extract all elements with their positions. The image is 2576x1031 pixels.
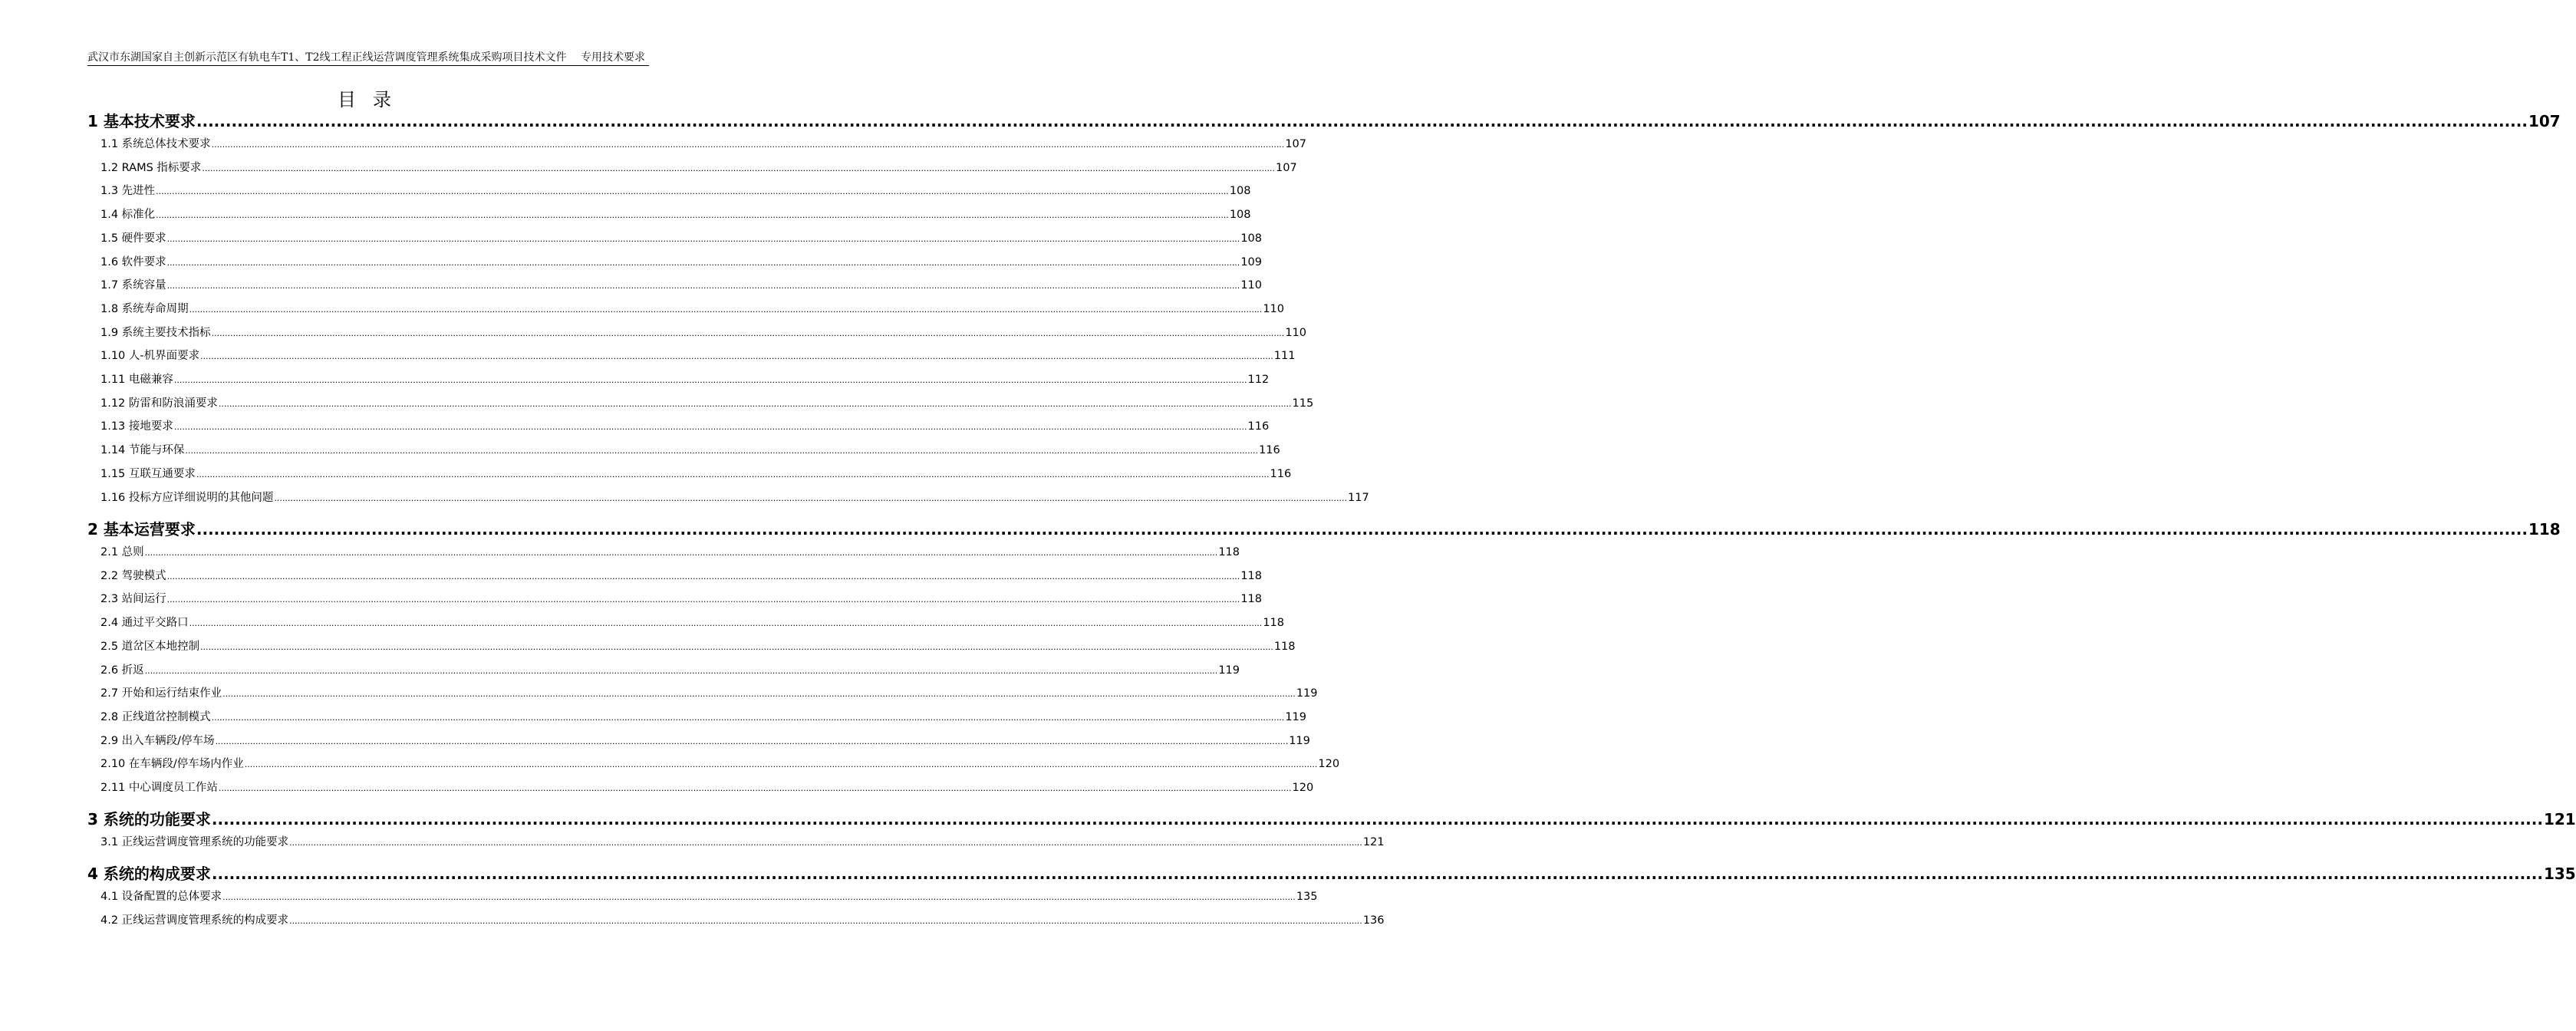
dot-leader: ................................................................................................................................................................................................................................................................................................................................................................................................................: [166, 571, 1240, 581]
toc-section-entry[interactable]: [100, 684, 1318, 703]
toc-section-entry[interactable]: [100, 543, 1240, 562]
toc-section-page: 120: [1318, 758, 1340, 770]
toc-section-label: 1.3 先进性: [100, 185, 156, 197]
toc-section-page: 119: [1296, 687, 1318, 700]
dot-leader: ................................................................................................................................................................................................................................................................................................................................................................................................................: [166, 258, 1240, 268]
toc-section-label: 1.2 RAMS 指标要求: [100, 162, 202, 174]
toc-section-entry[interactable]: [100, 489, 1369, 507]
toc-section-label: 2.5 道岔区本地控制: [100, 641, 200, 653]
toc-section-label: 2.8 正线道岔控制模式: [100, 711, 211, 723]
toc-section-entry[interactable]: [100, 833, 1385, 851]
dot-leader: ................................................................................................................................................................................................................................................................................................................................................................................................................: [211, 140, 1285, 150]
toc-section-page: 112: [1247, 374, 1270, 386]
dot-leader: ................................................................................................................................................................................................................................................................................................................................................................................................................: [173, 422, 1247, 432]
dot-leader: ................................................................................................................................................................................................................................................................................................................................................................................................................: [202, 163, 1276, 173]
dot-leader: ................................................................................................................................................................................................................................................................................................................................................................................................................: [196, 112, 2528, 130]
dot-leader: ................................................................................................................................................................................................................................................................................................................................................................................................................: [218, 399, 1292, 409]
dot-leader: ................................................................................................................................................................................................................................................................................................................................................................................................................: [211, 328, 1285, 338]
dot-leader: ................................................................................................................................................................................................................................................................................................................................................................................................................: [196, 520, 2528, 539]
toc-section-page: 136: [1362, 914, 1385, 927]
toc-chapter-page: 121: [2543, 810, 2576, 828]
toc-section-label: 1.13 接地要求: [100, 420, 173, 433]
toc-section-entry[interactable]: [100, 135, 1306, 153]
toc-section-label: 2.7 开始和运行结束作业: [100, 687, 222, 700]
toc-section-entry[interactable]: [100, 159, 1297, 177]
toc-section-entry[interactable]: [100, 567, 1262, 585]
toc-section-entry[interactable]: [100, 732, 1310, 750]
toc-section-page: 110: [1240, 279, 1262, 292]
toc-section-entry[interactable]: [100, 182, 1251, 200]
toc-section-label: 1.8 系统寿命周期: [100, 303, 189, 315]
toc-section-label: 2.6 折返: [100, 664, 144, 677]
toc-section-page: 119: [1218, 664, 1240, 677]
toc-section-entry[interactable]: [100, 661, 1240, 680]
toc-section-entry[interactable]: [100, 614, 1284, 632]
dot-leader: ................................................................................................................................................................................................................................................................................................................................................................................................................: [189, 618, 1263, 628]
toc-section-label: 2.4 通过平交路口: [100, 617, 189, 629]
toc-section-page: 119: [1285, 711, 1306, 723]
toc-section-page: 118: [1263, 617, 1284, 629]
toc-section-page: 116: [1247, 420, 1270, 433]
dot-leader: ................................................................................................................................................................................................................................................................................................................................................................................................................: [222, 689, 1296, 699]
toc-section-label: 2.3 站间运行: [100, 593, 166, 605]
toc-section-entry[interactable]: [100, 465, 1292, 483]
toc-section-entry[interactable]: [100, 755, 1340, 773]
toc-section-page: 121: [1362, 836, 1385, 848]
toc-section-entry[interactable]: [100, 417, 1270, 436]
toc-section-label: 2.2 驾驶模式: [100, 570, 166, 582]
toc-section-label: 2.9 出入车辆段/停车场: [100, 735, 215, 747]
toc-section-entry[interactable]: [100, 347, 1296, 365]
toc-section-label: 1.12 防雷和防浪涌要求: [100, 397, 218, 410]
toc-title: 目录: [338, 89, 408, 110]
toc-section-label: 2.11 中心调度员工作站: [100, 782, 218, 794]
toc-section-page: 108: [1229, 209, 1251, 221]
dot-leader: ................................................................................................................................................................................................................................................................................................................................................................................................................: [200, 351, 1273, 361]
toc-section-entry[interactable]: [100, 911, 1385, 930]
toc-section-page: 108: [1229, 185, 1251, 197]
toc-section-entry[interactable]: [100, 637, 1296, 656]
dot-leader: ................................................................................................................................................................................................................................................................................................................................................................................................................: [211, 810, 2543, 828]
toc-section-label: 2.10 在车辆段/停车场内作业: [100, 758, 244, 770]
toc-section-label: 1.1 系统总体技术要求: [100, 138, 211, 150]
toc-section-entry[interactable]: [100, 253, 1262, 272]
dot-leader: ................................................................................................................................................................................................................................................................................................................................................................................................................: [215, 736, 1289, 746]
toc-section-label: 1.4 标准化: [100, 209, 156, 221]
toc-section-label: 1.7 系统容量: [100, 279, 166, 292]
dot-leader: ................................................................................................................................................................................................................................................................................................................................................................................................................: [166, 281, 1240, 291]
toc-section-page: 116: [1259, 444, 1280, 456]
toc-section-entry[interactable]: [100, 371, 1270, 389]
dot-leader: ................................................................................................................................................................................................................................................................................................................................................................................................................: [166, 234, 1240, 244]
toc-chapter-entry[interactable]: [87, 110, 2561, 133]
dot-leader: ................................................................................................................................................................................................................................................................................................................................................................................................................: [196, 469, 1270, 479]
dot-leader: ................................................................................................................................................................................................................................................................................................................................................................................................................: [289, 916, 1362, 926]
toc-section-page: 108: [1240, 232, 1262, 245]
toc-section-page: 135: [1296, 891, 1318, 903]
dot-leader: ................................................................................................................................................................................................................................................................................................................................................................................................................: [185, 446, 1259, 456]
toc-section-entry[interactable]: [100, 394, 1314, 413]
running-header: 武汉市东湖国家自主创新示范区有轨电车T1、T2线工程正线运营调度管理系统集成采购项目技术文件 专用技术要求: [87, 51, 649, 66]
toc-section-page: 118: [1218, 546, 1240, 558]
dot-leader: ................................................................................................................................................................................................................................................................................................................................................................................................................: [144, 548, 1218, 558]
dot-leader: ................................................................................................................................................................................................................................................................................................................................................................................................................: [211, 713, 1285, 723]
toc-chapter-entry[interactable]: [87, 862, 2576, 885]
dot-leader: ................................................................................................................................................................................................................................................................................................................................................................................................................: [144, 666, 1218, 676]
dot-leader: ................................................................................................................................................................................................................................................................................................................................................................................................................: [189, 305, 1263, 315]
toc-section-entry[interactable]: [100, 708, 1306, 726]
toc-section-entry[interactable]: [100, 229, 1262, 248]
toc-chapter-entry[interactable]: [87, 808, 2576, 831]
toc-section-page: 111: [1273, 350, 1296, 362]
toc-section-entry[interactable]: [100, 324, 1306, 342]
dot-leader: ................................................................................................................................................................................................................................................................................................................................................................................................................: [274, 493, 1348, 503]
dot-leader: ................................................................................................................................................................................................................................................................................................................................................................................................................: [173, 375, 1247, 385]
toc-section-label: 4.1 设备配置的总体要求: [100, 891, 222, 903]
toc-section-page: 115: [1292, 397, 1314, 410]
toc-section-page: 110: [1285, 327, 1306, 339]
dot-leader: ................................................................................................................................................................................................................................................................................................................................................................................................................: [218, 783, 1292, 793]
toc-chapter-label: 1 基本技术要求: [87, 112, 196, 130]
toc-chapter-label: 2 基本运营要求: [87, 520, 196, 539]
toc-section-label: 1.9 系统主要技术指标: [100, 327, 211, 339]
toc-section-entry[interactable]: [100, 206, 1251, 224]
toc-section-label: 4.2 正线运营调度管理系统的构成要求: [100, 914, 289, 927]
toc-section-page: 119: [1289, 735, 1310, 747]
dot-leader: ................................................................................................................................................................................................................................................................................................................................................................................................................: [222, 892, 1296, 902]
toc-section-label: 1.10 人-机界面要求: [100, 350, 200, 362]
dot-leader: ................................................................................................................................................................................................................................................................................................................................................................................................................: [156, 186, 1229, 196]
dot-leader: ................................................................................................................................................................................................................................................................................................................................................................................................................: [200, 642, 1273, 652]
dot-leader: ................................................................................................................................................................................................................................................................................................................................................................................................................: [166, 595, 1240, 604]
toc-section-page: 107: [1276, 162, 1297, 174]
toc-section-entry[interactable]: [100, 276, 1262, 295]
toc-section-page: 118: [1240, 593, 1262, 605]
toc-section-label: 1.6 软件要求: [100, 256, 166, 268]
toc-section-entry[interactable]: [100, 888, 1318, 906]
toc-section-label: 1.15 互联互通要求: [100, 468, 196, 480]
toc-section-page: 118: [1240, 570, 1262, 582]
toc-section-label: 1.16 投标方应详细说明的其他问题: [100, 492, 274, 504]
toc-section-page: 107: [1285, 138, 1306, 150]
toc-section-label: 1.5 硬件要求: [100, 232, 166, 245]
toc-section-label: 2.1 总则: [100, 546, 144, 558]
toc-section-label: 3.1 正线运营调度管理系统的功能要求: [100, 836, 289, 848]
toc-chapter-entry[interactable]: [87, 518, 2561, 541]
dot-leader: ................................................................................................................................................................................................................................................................................................................................................................................................................: [289, 838, 1362, 848]
toc-chapter-page: 135: [2543, 865, 2576, 883]
dot-leader: ................................................................................................................................................................................................................................................................................................................................................................................................................: [244, 759, 1318, 769]
toc-section-entry[interactable]: [100, 779, 1314, 797]
dot-leader: ................................................................................................................................................................................................................................................................................................................................................................................................................: [211, 865, 2543, 883]
toc-chapter-page: 107: [2528, 112, 2561, 130]
toc-chapter-label: 3 系统的功能要求: [87, 810, 211, 828]
toc-chapter-page: 118: [2528, 520, 2561, 539]
toc-section-page: 117: [1348, 492, 1369, 504]
toc-section-page: 118: [1273, 641, 1296, 653]
toc-section-entry[interactable]: [100, 590, 1262, 608]
toc-section-page: 109: [1240, 256, 1262, 268]
toc-section-page: 110: [1263, 303, 1284, 315]
toc-chapter-label: 4 系统的构成要求: [87, 865, 211, 883]
toc-section-label: 1.14 节能与环保: [100, 444, 185, 456]
toc-section-entry[interactable]: [100, 441, 1280, 460]
toc-section-entry[interactable]: [100, 300, 1284, 318]
toc-section-page: 120: [1292, 782, 1314, 794]
toc-section-label: 1.11 电磁兼容: [100, 374, 173, 386]
dot-leader: ................................................................................................................................................................................................................................................................................................................................................................................................................: [156, 210, 1229, 220]
toc-section-page: 116: [1270, 468, 1292, 480]
